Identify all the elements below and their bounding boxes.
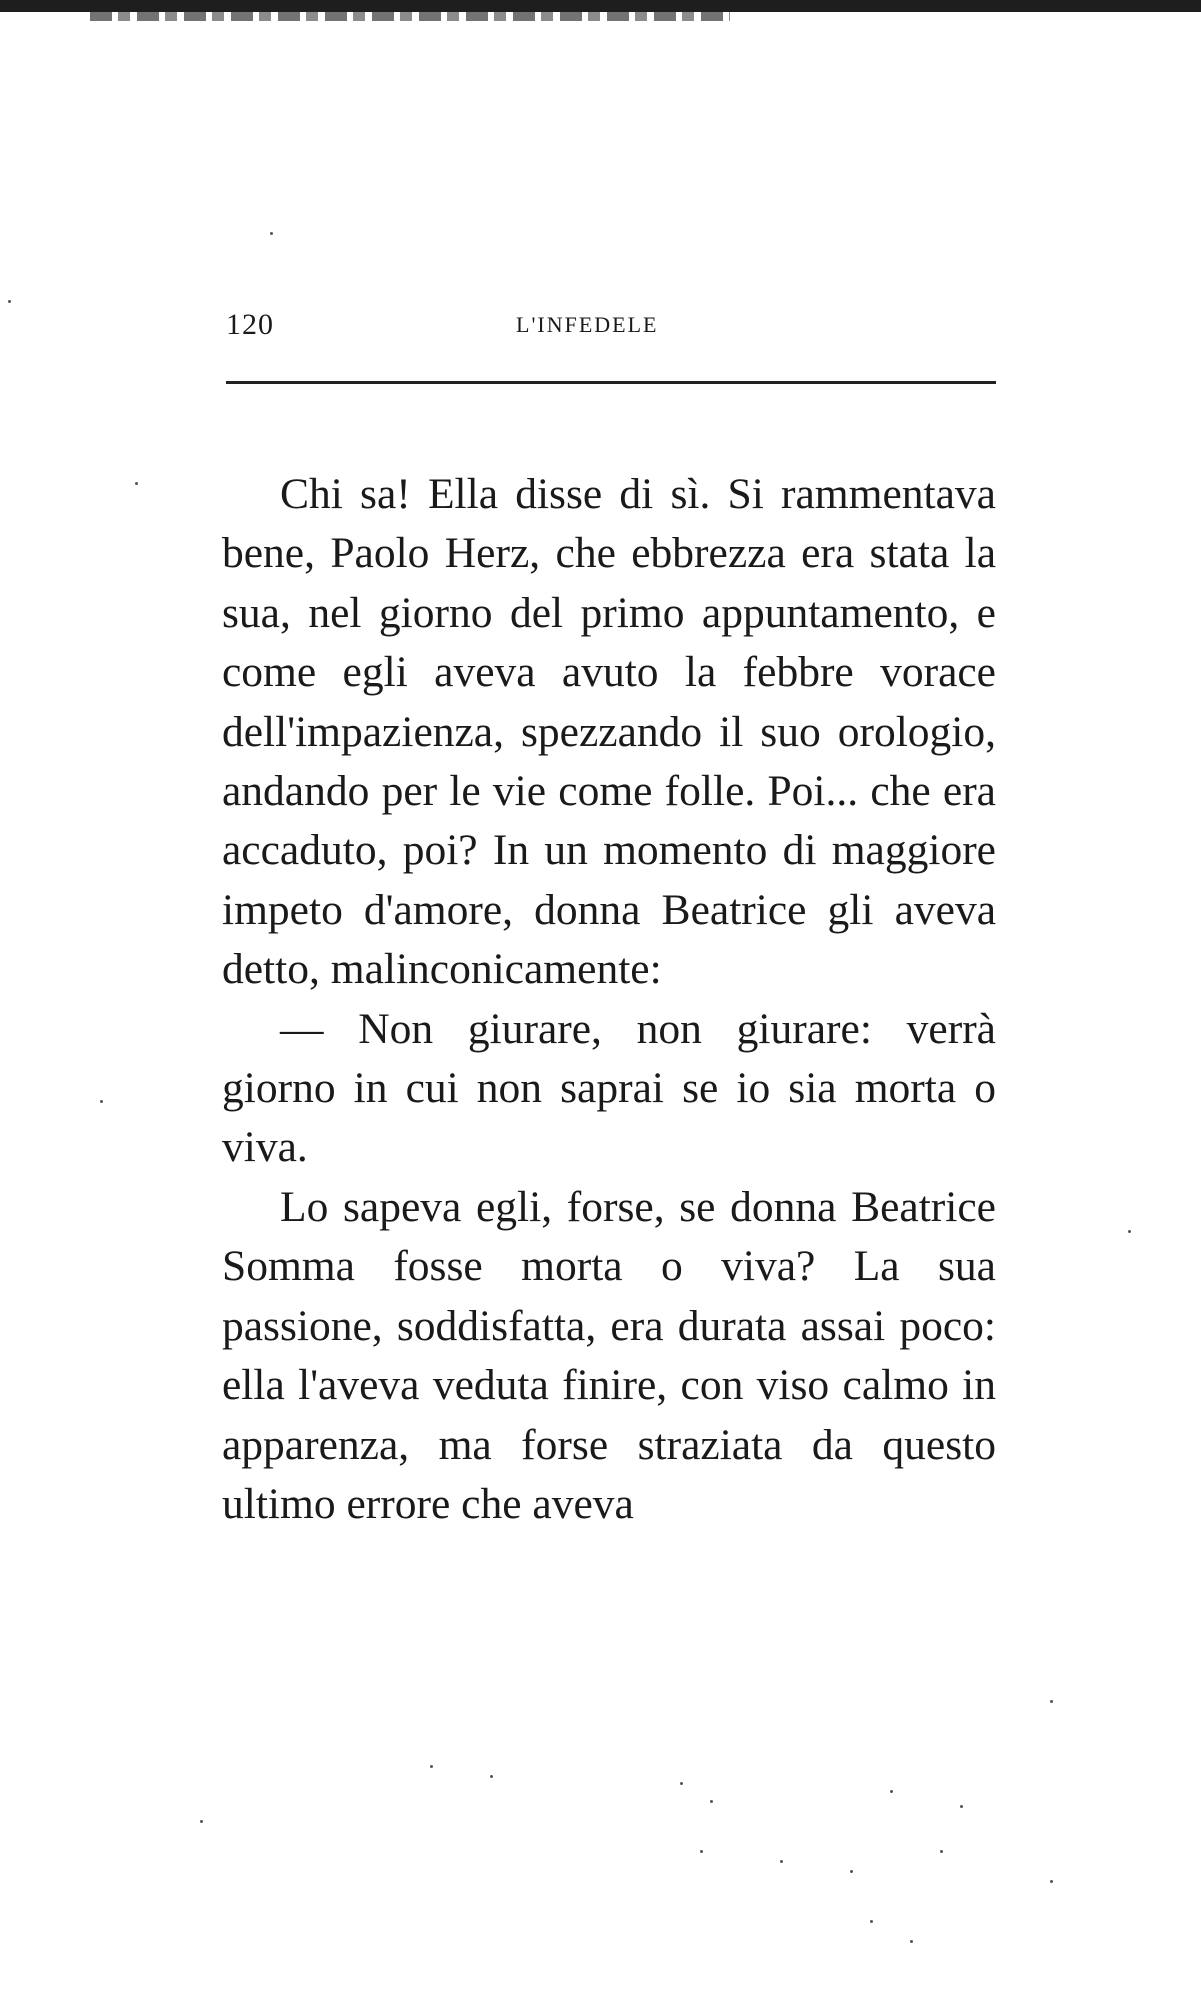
body-text bbox=[222, 465, 996, 1534]
header-rule bbox=[226, 381, 996, 384]
top-scan-edge-noise bbox=[90, 12, 730, 21]
page-header bbox=[226, 308, 996, 352]
page-number: 120 bbox=[226, 308, 274, 341]
paragraph-2: — Non giurare, non giurare: verrà giorno in cui non saprai se io sia morta o viva. bbox=[222, 1004, 996, 1172]
top-scan-edge bbox=[0, 0, 1201, 12]
paragraph-1: Chi sa! Ella disse di sì. Si rammentava bene, Paolo Herz, che ebbrezza era stata la sua, nel giorno del primo appuntamento, e come egli aveva avuto la febbre vorace dell'impazienza, spezzando il suo orologio, andando per le vie come folle. Poi... che era accaduto, poi? In un momento di maggiore impeto d'amore, donna Beatrice gli aveva detto, malinconicamente: bbox=[222, 470, 996, 994]
running-title: L'INFEDELE bbox=[516, 312, 659, 337]
paragraph-3: Lo sapeva egli, forse, se donna Beatrice Somma fosse morta o viva? La sua passione, soddisfatta, era durata assai poco: ella l'aveva veduta finire, con viso calmo in apparenza, ma forse straziata da questo ultimo errore che aveva bbox=[222, 1182, 996, 1528]
